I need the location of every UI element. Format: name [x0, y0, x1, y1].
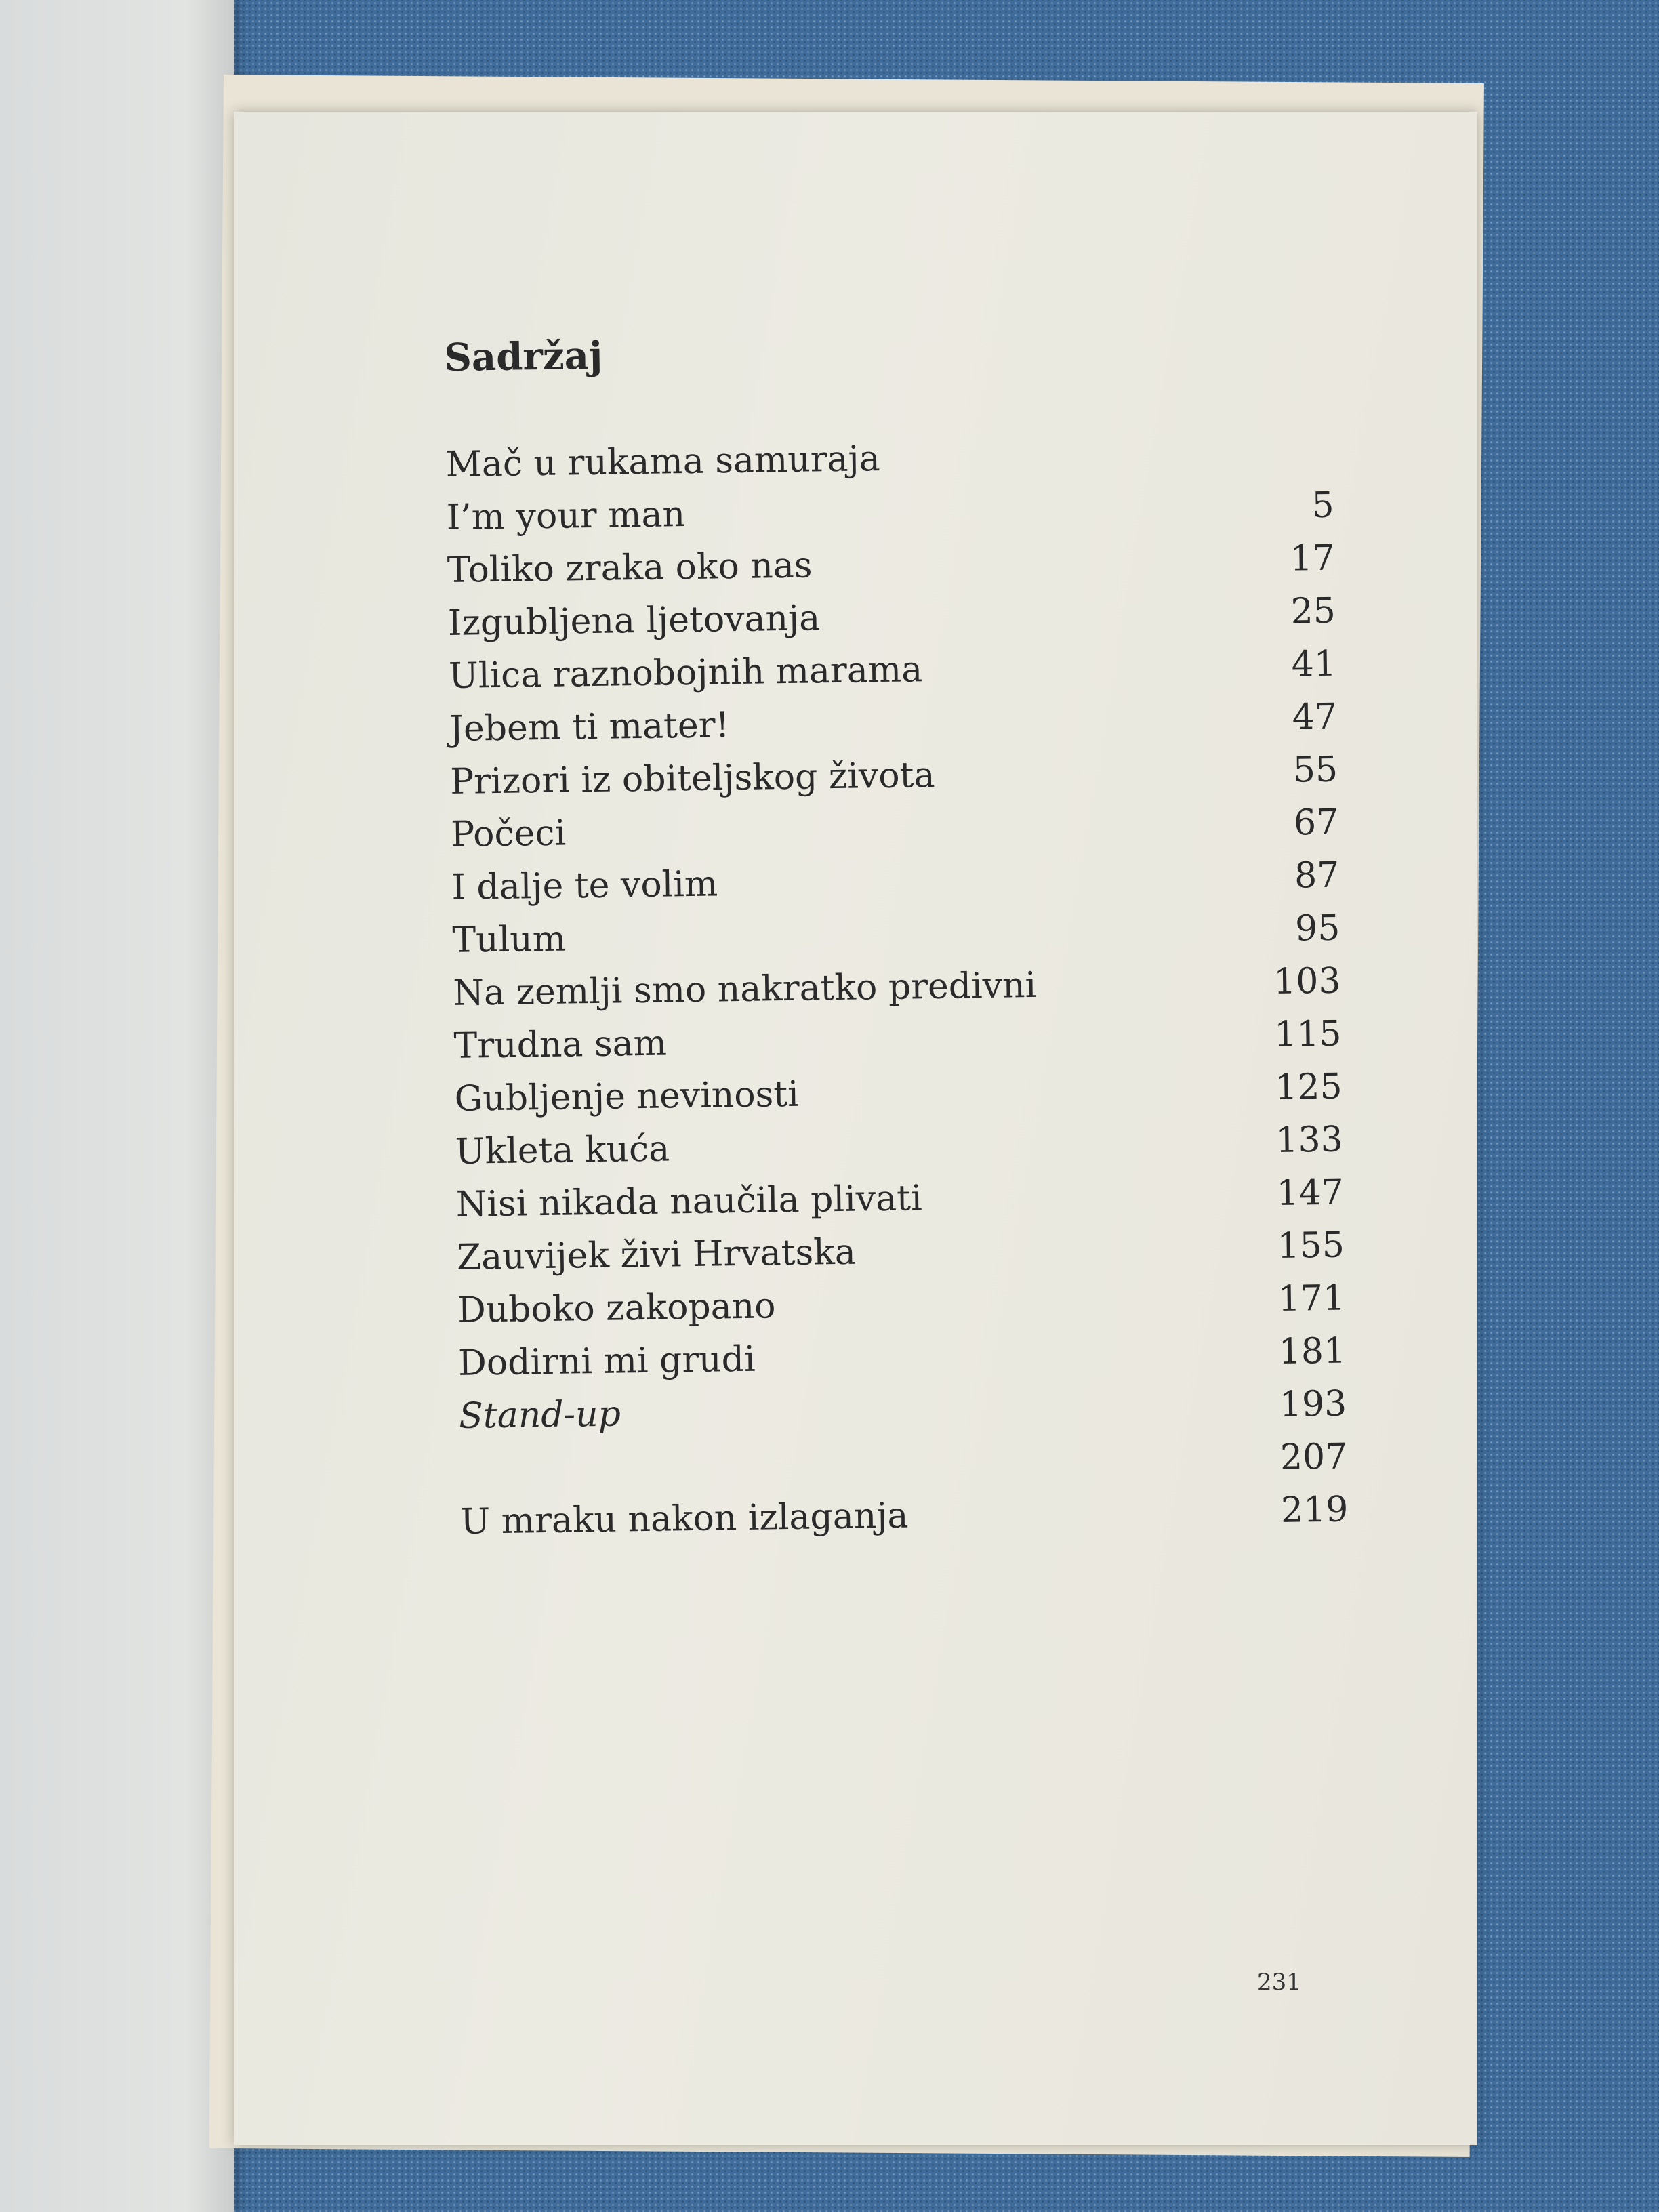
- page-number: 231: [1257, 1969, 1301, 1996]
- toc-entry-page: 115: [1273, 1013, 1342, 1055]
- toc-entry-title: Jebem ti mater!: [449, 705, 730, 750]
- toc-entry-title: Ukleta kuća: [455, 1128, 670, 1172]
- toc-entry-title: I’m your man: [446, 494, 686, 538]
- toc-entry-page: 55: [1292, 749, 1338, 791]
- toc-entry-page: 193: [1279, 1383, 1347, 1425]
- left-page: [0, 0, 234, 2212]
- toc-entry-title: Ulica raznobojnih marama: [448, 649, 923, 697]
- book-page: [234, 112, 1477, 2145]
- toc-entry-title: Počeci: [450, 813, 567, 855]
- toc-entry-page: 125: [1274, 1066, 1343, 1108]
- toc-entry-title: Toliko zraka oko nas: [447, 545, 813, 591]
- toc-entry-title: Duboko zakopano: [457, 1286, 776, 1331]
- toc-entry-page: 67: [1293, 802, 1339, 844]
- toc-entry-title: Tulum: [452, 918, 567, 961]
- toc-entry-page: 17: [1290, 537, 1336, 579]
- toc-entry-page: 181: [1278, 1330, 1347, 1372]
- toc-list: [445, 432, 1349, 1555]
- toc-entry-page: 95: [1294, 907, 1340, 949]
- toc-entry-page: 5: [1311, 485, 1335, 527]
- toc-entry-title: Prizori iz obiteljskog života: [449, 754, 935, 802]
- toc-entry-page: 133: [1275, 1119, 1344, 1161]
- toc-entry-title: Gubljenje nevinosti: [454, 1073, 800, 1120]
- toc-entry-page: 47: [1292, 696, 1338, 738]
- toc-entry-page: 219: [1280, 1489, 1349, 1531]
- toc-entry-title: Dodirni mi grudi: [457, 1338, 756, 1384]
- toc-entry-page: 147: [1276, 1172, 1345, 1214]
- toc-entry-page: 41: [1291, 643, 1337, 685]
- toc-entry-page: 207: [1279, 1436, 1348, 1478]
- toc-entry-title: Zauvijek živi Hrvatska: [456, 1231, 857, 1278]
- toc-entry-page: 171: [1277, 1277, 1346, 1319]
- toc-entry-title: Stand-up: [458, 1393, 621, 1437]
- table-of-contents: [444, 323, 1349, 1555]
- toc-entry-title: Nisi nikada naučila plivati: [455, 1178, 923, 1225]
- toc-title: Sadržaj: [444, 333, 603, 380]
- toc-entry-page: 155: [1277, 1225, 1345, 1267]
- toc-entry-page: 87: [1294, 855, 1340, 897]
- toc-entry-page: 25: [1290, 590, 1336, 632]
- toc-entry-title: Trudna sam: [453, 1023, 668, 1067]
- toc-entry-title: I dalje te volim: [451, 863, 718, 908]
- toc-entry-title: U mraku nakon izlaganja: [460, 1495, 909, 1542]
- toc-entry-title: Izgubljena ljetovanja: [447, 598, 821, 644]
- toc-entry-title: Mač u rukama samuraja: [445, 438, 881, 485]
- toc-entry-title: Na zemlji smo nakratko predivni: [453, 964, 1037, 1014]
- toc-entry-page: 103: [1273, 960, 1341, 1002]
